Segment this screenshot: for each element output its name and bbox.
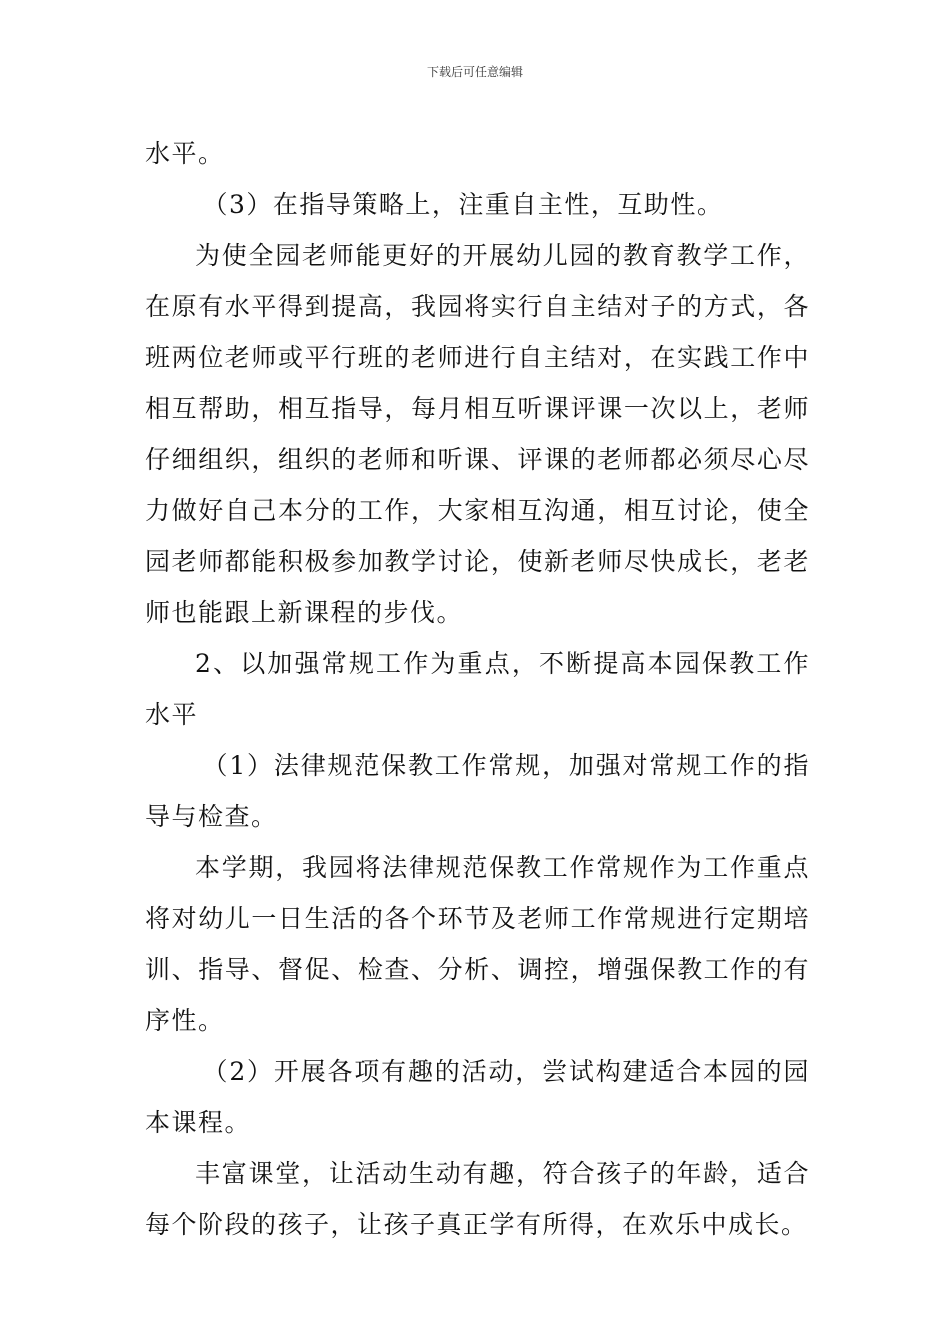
paragraph-point-1: （1）法律规范保教工作常规，加强对常规工作的指导与检查。 — [145, 751, 810, 831]
paragraph-routine-work: 本学期，我园将法律规范保教工作常规作为工作重点将对幼儿一日生活的各个环节及老师工作常规进行定期培训、指导、督促、检查、分析、调控，增强保教工作的有序性。 — [145, 853, 810, 1035]
paragraph-continuation: 水平。 — [145, 139, 225, 168]
page-header: 下载后可任意编辑 — [426, 65, 523, 79]
document-body — [145, 128, 810, 1250]
paragraph-rich-classroom: 丰富课堂，让活动生动有趣，符合孩子的年龄，适合每个阶段的孩子，让孩子真正学有所得，在欢乐中成长。 — [145, 1159, 810, 1239]
paragraph-point-2: （2）开展各项有趣的活动，尝试构建适合本园的园本课程。 — [145, 1057, 810, 1137]
section-heading-2: 2、以加强常规工作为重点，不断提高本园保教工作水平 — [145, 649, 810, 729]
paragraph-point-3: （3）在指导策略上，注重自主性，互助性。 — [202, 190, 724, 219]
paragraph-pairing-plan: 为使全园老师能更好的开展幼儿园的教育教学工作，在原有水平得到提高，我园将实行自主结对子的方式，各班两位老师或平行班的老师进行自主结对，在实践工作中相互帮助，相互指导，每月相互听课评课一次以上，老师仔细组织，组织的老师和听课、评课的老师都必须尽心尽力做好自己本分的工作，大家相互沟通，相互讨论，使全园老师都能积极参加教学讨论，使新老师尽快成长，老老师也能跟上新课程的步伐。 — [145, 241, 810, 627]
